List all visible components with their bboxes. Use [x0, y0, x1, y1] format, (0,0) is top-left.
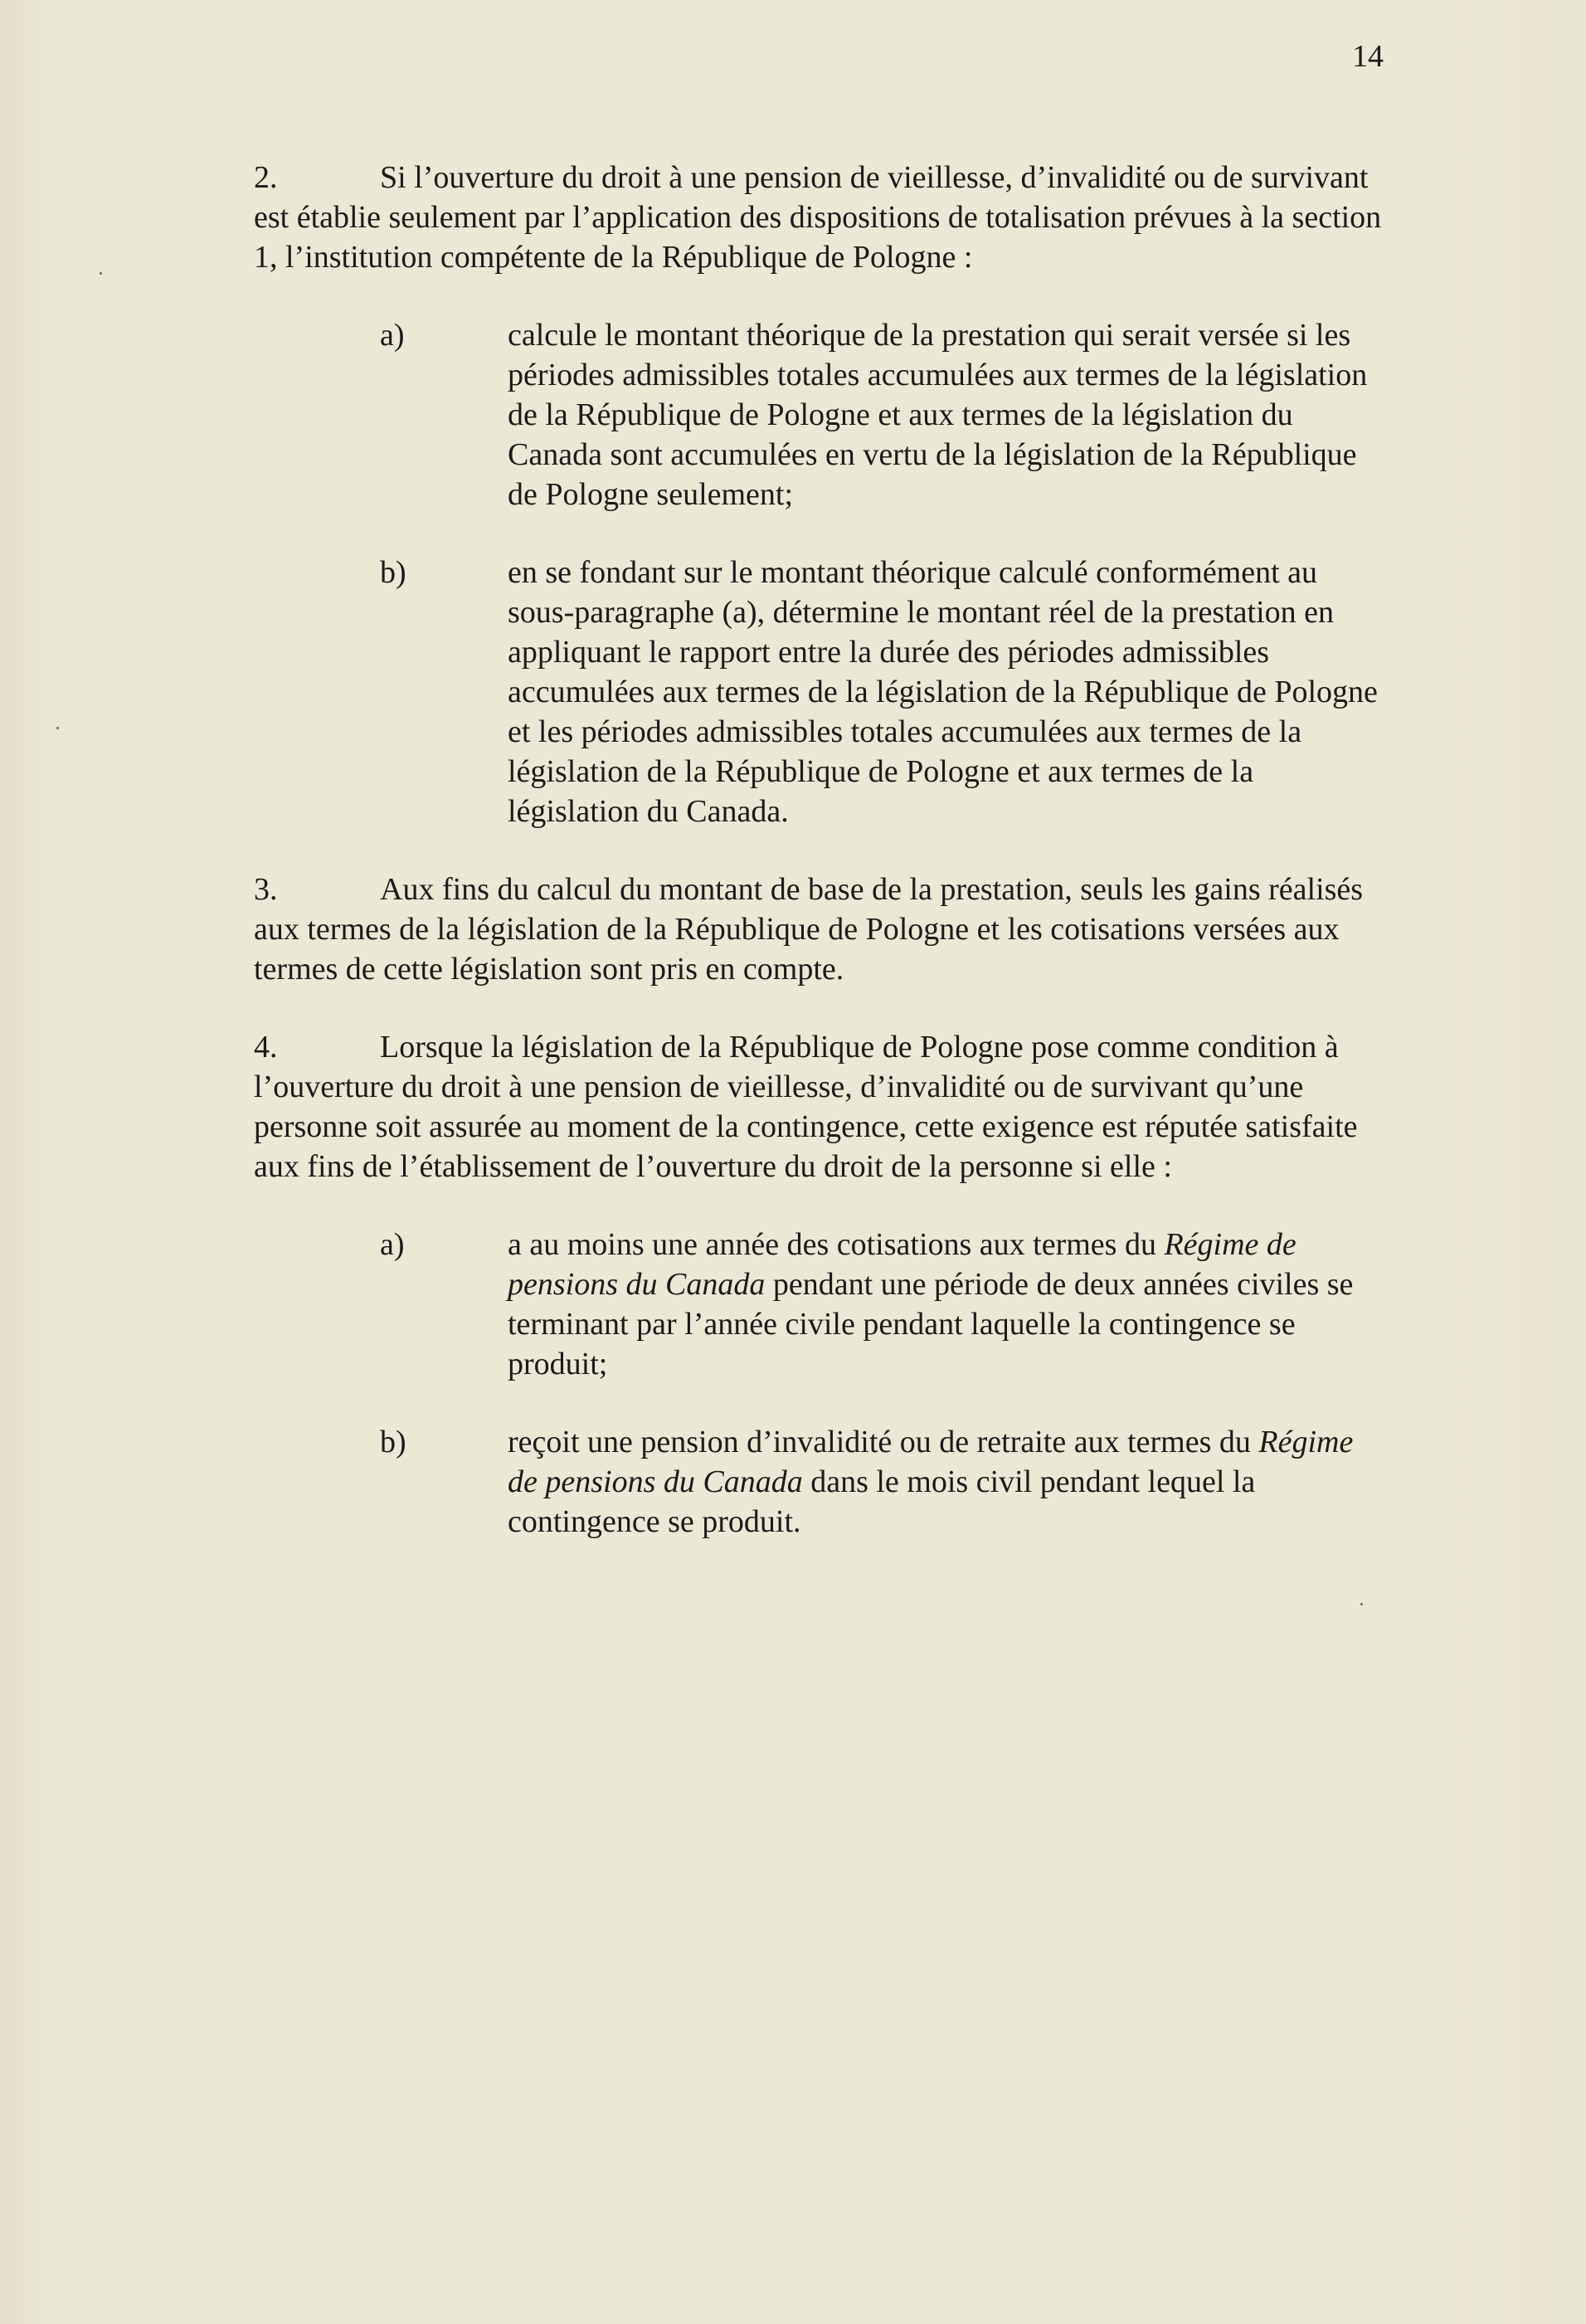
- subparagraph-letter: b): [380, 1425, 406, 1459]
- paragraph-number: 3.: [254, 872, 278, 907]
- text-run: a au moins une année des cotisations aux termes du: [508, 1227, 1165, 1262]
- paper-speck: [1360, 1603, 1363, 1605]
- paragraph-text: Lorsque la législation de la République de Pologne pose comme condition à l’ouverture du droit à une pension de vieillesse, d’invalidité ou de survivant qu’une personne soit assurée au moment de la contingence, cette exigence est réputée satisfaite aux fins de l’établissement de l’ouverture du droit de la personne si elle :: [254, 1030, 1358, 1184]
- paper-speck: [100, 272, 102, 275]
- paragraph-text: Aux fins du calcul du montant de base de la prestation, seuls les gains réalisés aux termes de la législation de la République de Pologne et les cotisations versées aux termes de cette législation sont pris en compte.: [254, 872, 1364, 987]
- paragraph-4: [254, 1027, 1390, 1186]
- document-body: [254, 158, 1390, 1542]
- text-run: dans le mois civil pendant lequel la contingence se produit.: [508, 1464, 1256, 1539]
- subparagraph-letter: b): [380, 555, 406, 590]
- paragraph-3: [254, 870, 1390, 989]
- paragraph-text: Si l’ouverture du droit à une pension de vieillesse, d’invalidité ou de survivant est établie seulement par l’application des dispositions de totalisation prévues à la section 1, l’institution compétente de la République de Pologne :: [254, 160, 1382, 275]
- subparagraph-letter: a): [380, 318, 405, 353]
- subparagraph-letter: a): [380, 1227, 405, 1262]
- subparagraph-2a: [254, 315, 1390, 514]
- italic-title: Régime de pensions du Canada: [508, 1425, 1354, 1499]
- page-number: 14: [1352, 39, 1384, 74]
- paragraph-number: 2.: [254, 160, 278, 195]
- subparagraph-text: [508, 1425, 1353, 1539]
- italic-title: Régime de pensions du Canada: [508, 1227, 1297, 1302]
- subparagraph-4b: [254, 1422, 1390, 1542]
- paragraph-2: [254, 158, 1390, 277]
- paragraph-number: 4.: [254, 1030, 278, 1065]
- paper-speck: [56, 727, 59, 729]
- subparagraph-4a: [254, 1225, 1390, 1384]
- subparagraph-text: calcule le montant théorique de la prestation qui serait versée si les périodes admissibles totales accumulées aux termes de la législation de la République de Pologne et aux termes de la législation du Canada sont accumulées en vertu de la législation de la République de Pologne seulement;: [508, 318, 1368, 512]
- subparagraph-text: [508, 1227, 1353, 1381]
- text-run: reçoit une pension d’invalidité ou de retraite aux termes du: [508, 1425, 1259, 1459]
- text-run: pendant une période de deux années civiles se terminant par l’année civile pendant laquelle la contingence se produit;: [508, 1267, 1354, 1381]
- subparagraph-text: en se fondant sur le montant théorique calculé conformément au sous-paragraphe (a), détermine le montant réel de la prestation en appliquant le rapport entre la durée des périodes admissibles accumulées aux termes de la législation de la République de Pologne et les périodes admissibles totales accumulées aux termes de la législation de la République de Pologne et aux termes de la législation du Canada.: [508, 555, 1378, 829]
- subparagraph-2b: [254, 553, 1390, 831]
